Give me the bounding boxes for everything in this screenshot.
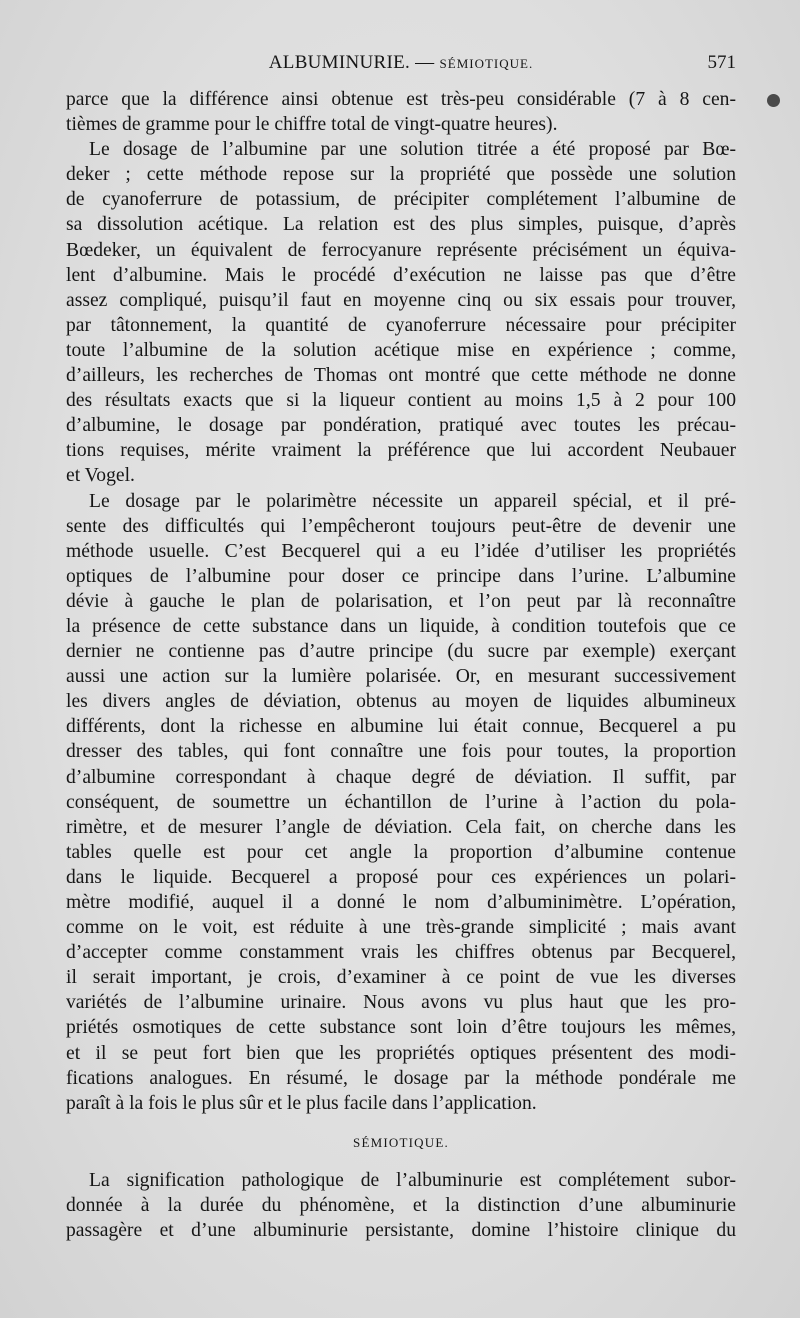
text-line: d’albumine correspondant à chaque degré de déviation. Il suffit, par <box>66 766 736 788</box>
text-line: différents, dont la richesse en albumine lui était connue, Becquerel a pu <box>66 716 736 738</box>
text-line: des résultats exacts que si la liqueur contient au moins 1,5 à 2 pour 100 <box>66 390 736 412</box>
paragraph-polarimetre <box>66 489 736 1116</box>
text-line: assez compliqué, puisqu’il faut en moyenne cinq ou six essais pour trouver, <box>66 289 736 311</box>
text-line: dernier ne contienne pas d’autre principe (du sucre par exemple) exerçant <box>66 641 736 663</box>
margin-ink-dot <box>767 94 780 107</box>
section-heading: SÉMIOTIQUE. <box>353 1134 449 1150</box>
header-section: SÉMIOTIQUE. <box>439 56 534 71</box>
text-line: La signification pathologique de l’albuminurie est complétement subor- <box>89 1169 736 1191</box>
text-line: méthode usuelle. C’est Becquerel qui a eu l’idée d’utiliser les propriétés <box>66 540 736 562</box>
text-line: sente des difficultés qui l’empêcheront toujours peut-être de devenir une <box>66 515 736 537</box>
text-line: les divers angles de déviation, obtenus au moyen de liquides albumineux <box>66 691 736 713</box>
text-line: lent d’albumine. Mais le procédé d’exécution ne laisse pas que d’être <box>66 264 736 286</box>
text-line: donnée à la durée du phénomène, et la distinction d’une albuminurie <box>66 1195 736 1217</box>
body-text <box>66 87 736 1243</box>
text-line: tièmes de gramme pour le chiffre total de vingt-quatre heures). <box>66 114 558 136</box>
text-line: Bœdeker, un équivalent de ferrocyanure représente précisément un équiva- <box>66 239 736 261</box>
header-separator: — <box>415 52 435 73</box>
text-line: priétés osmotiques de cette substance sont loin d’être toujours les mêmes, <box>66 1017 736 1039</box>
text-line: passagère et d’une albuminurie persistante, domine l’histoire clinique du <box>66 1220 736 1242</box>
text-line: dévie à gauche le plan de polarisation, et l’on peut par là reconnaître <box>66 590 736 612</box>
text-line: comme on le voit, est réduite à une très-grande simplicité ; mais avant <box>66 917 736 939</box>
text-line: d’ailleurs, les recherches de Thomas ont montré que cette méthode ne donne <box>66 365 736 387</box>
text-line: fications analogues. En résumé, le dosage par la méthode pondérale me <box>66 1067 736 1089</box>
text-line: tions requises, mérite vraiment la préférence que lui accordent Neubauer <box>66 440 736 462</box>
text-line: tables quelle est pour cet angle la proportion d’albumine contenue <box>66 841 736 863</box>
paragraph-continuation <box>66 87 736 137</box>
text-line: il serait important, je crois, d’examiner à ce point de vue les diverses <box>66 967 736 989</box>
text-line: par tâtonnement, la quantité de cyanoferrure nécessaire pour précipiter <box>66 314 736 336</box>
text-line: dans le liquide. Becquerel a proposé pour ces expériences un polari- <box>66 866 736 888</box>
text-line: la présence de cette substance dans un liquide, à condition toutefois que ce <box>66 615 736 637</box>
text-line: et Vogel. <box>66 465 135 487</box>
paragraph-semiotique <box>66 1168 736 1243</box>
text-line: deker ; cette méthode repose sur la propriété que possède une solution <box>66 164 736 186</box>
text-line: toute l’albumine de la solution acétique mise en expérience ; comme, <box>66 339 736 361</box>
text-line: optiques de l’albumine pour doser ce principe dans l’urine. L’albumine <box>66 565 736 587</box>
header-title: ALBUMINURIE. <box>268 52 411 73</box>
text-line: d’accepter comme constamment vrais les chiffres obtenus par Becquerel, <box>66 942 736 964</box>
text-line: parce que la différence ainsi obtenue est très-peu considérable (7 à 8 cen- <box>66 89 736 110</box>
running-title <box>66 52 736 74</box>
text-line: Le dosage de l’albumine par une solution titrée a été proposé par Bœ- <box>89 139 736 161</box>
text-line: sa dissolution acétique. La relation est des plus simples, puisque, d’après <box>66 214 736 236</box>
text-line: aussi une action sur la lumière polarisée. Or, en mesurant successivement <box>66 666 736 688</box>
text-line: variétés de l’albumine urinaire. Nous avons vu plus haut que les pro- <box>66 992 736 1014</box>
text-line: Le dosage par le polarimètre nécessite un appareil spécial, et il pré- <box>89 490 736 512</box>
text-line: de cyanoferrure de potassium, de précipiter complétement l’albumine de <box>66 189 736 211</box>
text-line: et il se peut fort bien que les propriétés optiques présentent des modi- <box>66 1042 736 1064</box>
text-line: d’albumine, le dosage par pondération, pratiqué avec toutes les précau- <box>66 415 736 437</box>
text-line: paraît à la fois le plus sûr et le plus facile dans l’application. <box>66 1092 537 1114</box>
text-line: rimètre, et de mesurer l’angle de déviation. Cela fait, on cherche dans les <box>66 816 736 838</box>
paragraph-boedeker <box>66 137 736 488</box>
text-line: mètre modifié, auquel il a donné le nom d’albuminimètre. L’opération, <box>66 892 736 913</box>
text-line: conséquent, de soumettre un échantillon de l’urine à l’action du pola- <box>66 791 736 813</box>
running-header <box>66 52 736 78</box>
text-line: dresser des tables, qui font connaître une fois pour toutes, la proportion <box>66 741 736 763</box>
page-number: 571 <box>707 52 736 73</box>
